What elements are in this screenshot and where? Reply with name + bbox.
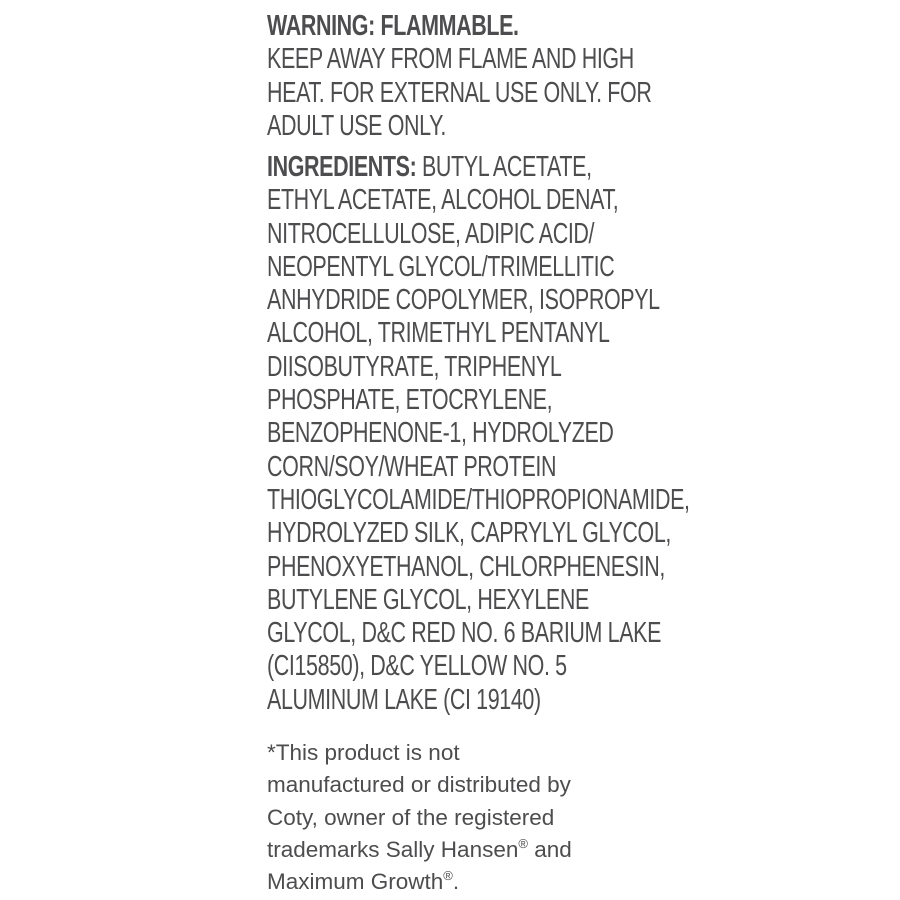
warning-section — [267, 10, 652, 143]
ingredients-line: ALUMINUM LAKE (CI 19140) — [267, 683, 541, 716]
disclaimer-text: . — [452, 869, 460, 895]
disclaimer-line — [267, 866, 572, 898]
ingredients-line: GLYCOL, D&C RED NO. 6 BARIUM LAKE — [267, 617, 662, 650]
ingredients-text: BUTYL ACETATE, — [416, 151, 592, 183]
trademark-disclaimer — [267, 737, 572, 898]
warning-line: ADULT USE ONLY. — [267, 109, 446, 142]
disclaimer-line — [267, 834, 572, 866]
disclaimer-line: manufactured or distributed by — [267, 772, 571, 798]
ingredients-label: INGREDIENTS: — [267, 151, 417, 183]
ingredients-line: ETHYL ACETATE, ALCOHOL DENAT, — [267, 184, 619, 217]
disclaimer-line: Coty, owner of the registered — [267, 804, 555, 830]
ingredients-line: DIISOBUTYRATE, TRIPHENYL — [267, 350, 562, 383]
ingredients-line: PHOSPHATE, ETOCRYLENE, — [267, 384, 553, 417]
disclaimer-text: and — [527, 836, 572, 862]
ingredients-line: ALCOHOL, TRIMETHYL PENTANYL — [267, 317, 610, 350]
disclaimer-text: Maximum Growth — [267, 869, 444, 895]
ingredients-section — [267, 151, 690, 717]
ingredients-line: NEOPENTYL GLYCOL/TRIMELLITIC — [267, 250, 615, 283]
ingredients-first-line — [267, 151, 647, 184]
ingredients-line: ANHYDRIDE COPOLYMER, ISOPROPYL — [267, 284, 660, 317]
ingredients-line: CORN/SOY/WHEAT PROTEIN — [267, 450, 557, 483]
ingredients-line: BENZOPHENONE-1, HYDROLYZED — [267, 417, 614, 450]
ingredients-line: BUTYLENE GLYCOL, HEXYLENE — [267, 583, 589, 616]
ingredients-line: HYDROLYZED SILK, CAPRYLYL GLYCOL, — [267, 517, 672, 550]
warning-heading: WARNING: FLAMMABLE. — [267, 10, 519, 42]
registered-mark-icon: ® — [443, 868, 453, 884]
disclaimer-text: trademarks Sally Hansen — [267, 836, 519, 862]
ingredients-line: PHENOXYETHANOL, CHLORPHENESIN, — [267, 550, 665, 583]
ingredients-line: NITROCELLULOSE, ADIPIC ACID/ — [267, 217, 595, 250]
ingredients-line: (CI15850), D&C YELLOW NO. 5 — [267, 650, 567, 683]
registered-mark-icon: ® — [518, 835, 528, 851]
ingredients-line: THIOGLYCOLAMIDE/THIOPROPIONAMIDE, — [267, 483, 690, 516]
warning-line: HEAT. FOR EXTERNAL USE ONLY. FOR — [267, 76, 652, 109]
disclaimer-line: *This product is not — [267, 740, 460, 765]
warning-line: KEEP AWAY FROM FLAME AND HIGH — [267, 43, 634, 76]
